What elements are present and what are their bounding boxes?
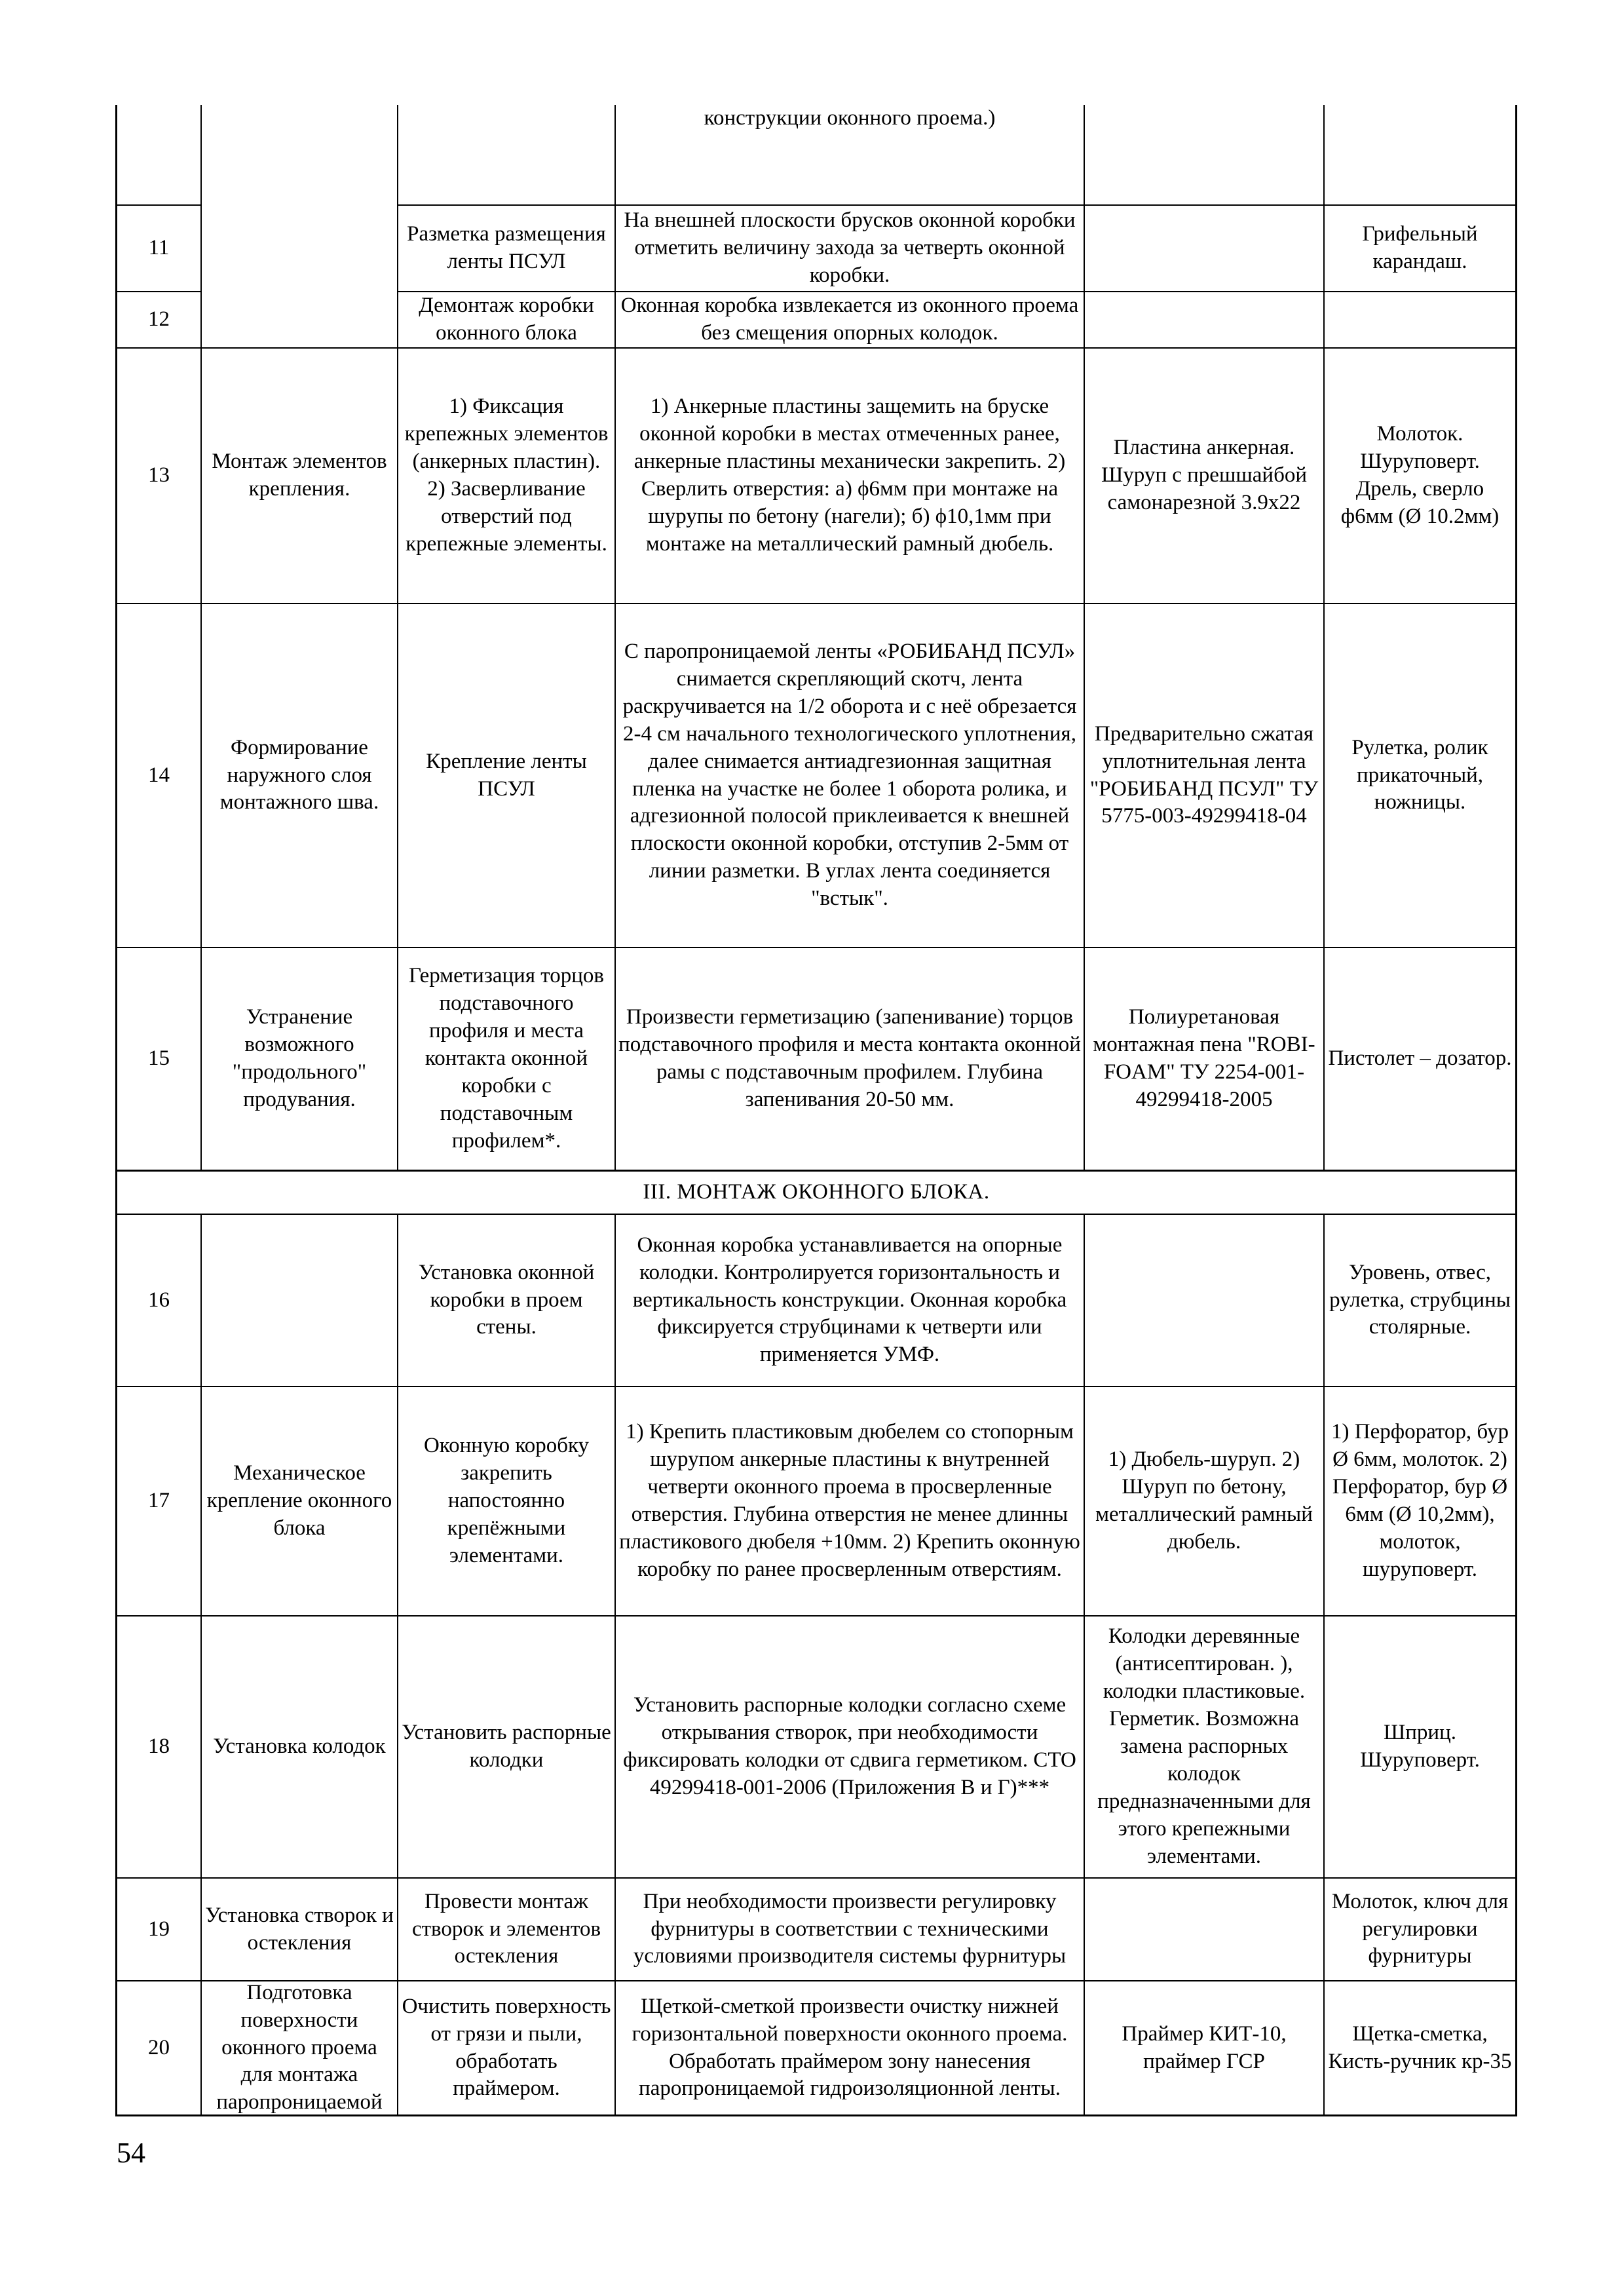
table-border-right	[1515, 105, 1517, 2116]
row-number: 20	[148, 2035, 170, 2059]
description-cell: Произвести герметизацию (запенивание) торцов подставочного профиля и места контакта оконной рамы с подставочным профилем. Глубина запенивания 20-50 мм.	[618, 1005, 1081, 1111]
row-number: 16	[148, 1288, 170, 1312]
row-number: 12	[148, 307, 170, 332]
tools-cell: Молоток, ключ для регулировки фурнитуры	[1331, 1889, 1509, 1968]
operation-cell: Провести монтаж створок и элементов остекления	[411, 1889, 601, 1968]
tools-cell: Рулетка, ролик прикаточный, ножницы.	[1351, 735, 1488, 814]
operation-cell: Оконную коробку закрепить напостоянно крепёжными элементами.	[423, 1434, 590, 1567]
tools-cell: Молоток. Шуруповерт. Дрель, сверло ф6мм (Ø 10.2мм)	[1340, 422, 1500, 528]
tools-cell: Уровень, отвес, рулетка, струбцины столярные.	[1329, 1260, 1511, 1339]
materials-cell: Колодки деревянные (антисептирован. ), колодки пластиковые. Герметик. Возможна замена распорных колодок предназначенными для этого крепежными элементами.	[1097, 1624, 1311, 1868]
operation-cell: Установить распорные колодки	[402, 1721, 611, 1772]
description-cell: Оконная коробка устанавливается на опорные колодки. Контролируется горизонтальность и вертикальность конструкции. Оконная коробка фиксируется струбцинами к четверти или применяется УМФ.	[632, 1233, 1067, 1367]
description-cell: На внешней плоскости брусков оконной коробки отметить величину захода за четверть оконной коробки.	[624, 208, 1076, 287]
row-number: 15	[148, 1046, 170, 1071]
description-cell	[616, 105, 1084, 144]
tools-cell: 1) Перфоратор, бур Ø 6мм, молоток. 2) Перфоратор, бур Ø 6мм (Ø 10,2мм), молоток, шуруповерт.	[1331, 1420, 1509, 1581]
page-number: 54	[117, 2137, 145, 2169]
stage-cell: Установка колодок	[213, 1734, 386, 1759]
materials-cell: Предварительно сжатая уплотнительная лента "РОБИБАНД ПСУЛ" ТУ 5775-003-49299418-04	[1089, 721, 1319, 828]
description-cell: С паропроницаемой ленты «РОБИБАНД ПСУЛ» снимается скрепляющий скотч, лента раскручивается на 1/2 оборота и с неё обрезается 2-4 см начального технологического уплотнения, далее снимается антиадгезионная защитная пленка на участке не более 1 оборота ролика, и адгезионной полосой приклеивается к внешней плоскости оконной коробки, отступив 2-5мм от линии разметки. В углах лента соединяется "встык".	[622, 639, 1077, 911]
operation-cell: Установка оконной коробки в проем стены.	[418, 1260, 595, 1339]
row-number: 17	[148, 1489, 170, 1513]
row-number: 13	[148, 463, 170, 488]
operation-cell: Герметизация торцов подставочного профиля и места контакта оконной коробки с подставочным профилем*.	[409, 964, 604, 1153]
description-cell: 1) Крепить пластиковым дюбелем со стопорным шурупом анкерные пластины к внутренней четверти оконного проема в просверленные отверстия. Глубина отверстия не менее длинны пластикового дюбеля +10мм. 2) Крепить оконную коробку по ранее просверленным отверстиям.	[619, 1420, 1080, 1581]
row-number: 18	[148, 1734, 170, 1759]
operation-cell: Очистить поверхность от грязи и пыли, обработать праймером.	[402, 1994, 611, 2101]
stage-cell: Механическое крепление оконного блока	[206, 1461, 392, 1540]
stage-cell: Устранение возможного "продольного" продувания.	[232, 1005, 367, 1111]
stage-cell: Монтаж элементов крепления.	[212, 450, 387, 501]
tools-cell: Щетка-сметка, Кисть-ручник кр-35	[1328, 2021, 1512, 2073]
continued-text: конструкции оконного проема.)	[704, 106, 996, 130]
operation-cell: 1) Фиксация крепежных элементов (анкерных пластин). 2) Засверливание отверстий под крепежные элементы.	[404, 394, 609, 556]
materials-cell: Полиуретановая монтажная пена "ROBI-FOAM" ТУ 2254-001-49299418-2005	[1093, 1005, 1315, 1111]
row-number: 19	[148, 1917, 170, 1941]
table-border-bottom	[115, 2114, 1517, 2116]
materials-cell: 1) Дюбель-шуруп. 2) Шуруп по бетону, металлический рамный дюбель.	[1095, 1447, 1313, 1554]
materials-cell: Праймер КИТ-10, праймер ГСР	[1122, 2021, 1287, 2073]
stage-cell: Подготовка поверхности оконного проема для монтажа паропроницаемой	[216, 1981, 383, 2114]
stage-cell: Формирование наружного слоя монтажного шва.	[219, 735, 379, 814]
materials-cell: Пластина анкерная. Шуруп с прешшайбой самонарезной 3.9х22	[1101, 436, 1308, 514]
description-cell: 1) Анкерные пластины защемить на бруске оконной коробки в местах отмеченных ранее, анкерные пластины механически закрепить. 2) Сверлить отверстия: а) ϕ6мм при монтаже на шурупы по бетону (нагели); б) ϕ10,1мм при монтаже на металлический рамный дюбель.	[633, 394, 1066, 556]
section-title: III. МОНТАЖ ОКОННОГО БЛОКА.	[643, 1180, 990, 1204]
stage-cell: Установка створок и остекления	[205, 1903, 394, 1955]
description-cell: Установить распорные колодки согласно схеме открывания створок, при необходимости фиксировать колодки от сдвига герметиком. СТО 49299418-001-2006 (Приложения В и Г)***	[623, 1693, 1076, 1799]
tools-cell: Пистолет – дозатор.	[1328, 1046, 1512, 1071]
description-cell: Щеткой-сметкой произвести очистку нижней горизонтальной поверхности оконного проема. Обработать праймером зону нанесения паропроницаемой гидроизоляционной ленты.	[632, 1994, 1068, 2101]
description-cell: При необходимости произвести регулировку фурнитуры в соответствии с техническими условиями производителя системы фурнитуры	[633, 1889, 1067, 1968]
description-cell: Оконная коробка извлекается из оконного проема без смещения опорных колодок.	[620, 294, 1079, 345]
tools-cell: Шприц. Шуруповерт.	[1360, 1721, 1480, 1772]
operation-cell: Крепление ленты ПСУЛ	[426, 749, 587, 801]
row-number: 14	[148, 763, 170, 787]
tools-cell: Грифельный карандаш.	[1362, 222, 1478, 273]
procedure-table	[115, 105, 1517, 2116]
operation-cell: Разметка размещения ленты ПСУЛ	[407, 222, 606, 273]
operation-cell: Демонтаж коробки оконного блока	[419, 294, 594, 345]
row-number: 11	[148, 236, 170, 260]
